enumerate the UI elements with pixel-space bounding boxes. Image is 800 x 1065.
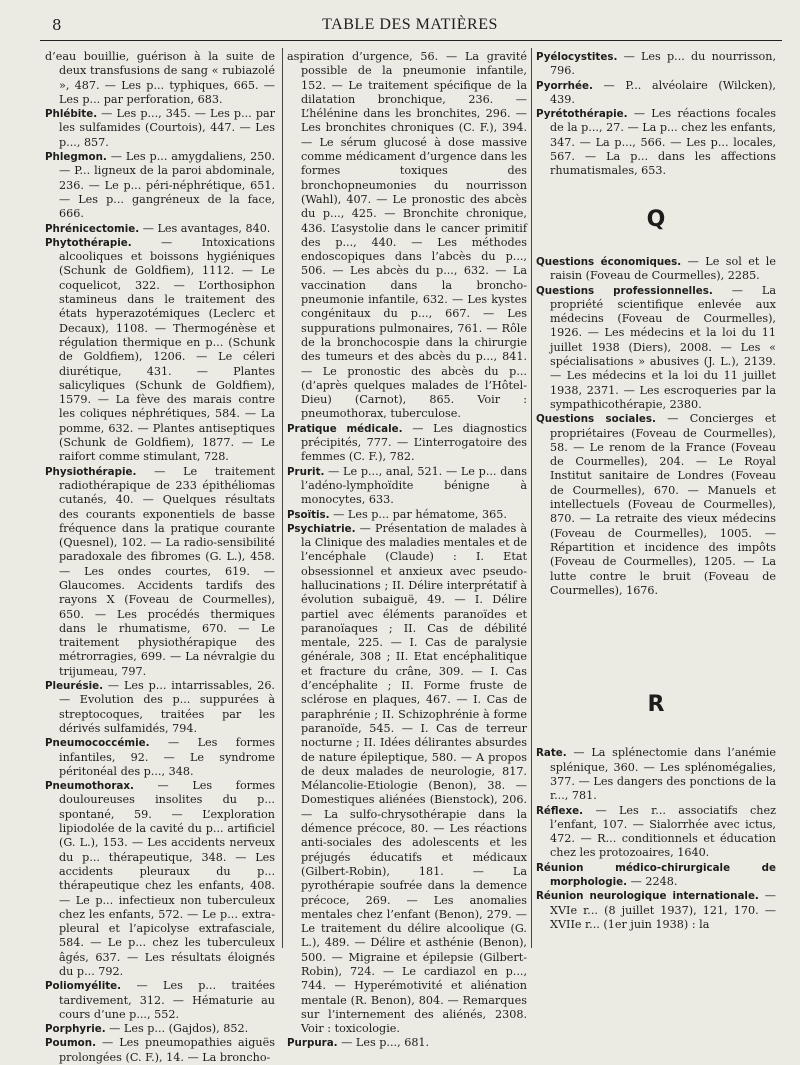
entry-term: Phrénicectomie. — [45, 222, 140, 235]
entry-text: — Les p... intarrissables, 26. — Evolution des p... suppurées à streptocoques, traitées par les dérivés sulfamidés, 794. — [59, 679, 275, 735]
entry-text: — Le p..., anal, 521. — Le p... dans l’adéno-lymphoïdite bénigne à monocytes, 633. — [301, 464, 527, 507]
index-entry — [536, 79, 776, 108]
entry-term: Physiothérapie. — [45, 465, 137, 478]
column-divider — [282, 48, 283, 948]
entry-text: — Les formes infantiles, 92. — Le syndrome péritonéal des p..., 348. — [59, 736, 275, 778]
entry-term: Pyorrhée. — [536, 79, 593, 92]
entry-text: aspiration d’urgence, 56. — La gravité possible de la pneumonie infantile, 152. — Le traitement spécifique de la dilatation bronchique, 236. — L’hélénine dans les bronchites, 296. — Les bronchites chroniques (C. F.), 394. — Le sérum glucosé à dose massive comme médicament d’urgence dans les formes toxiques des bronchopneumonies du nourrisson (Wahl), 407. — Le pronostic des abcès du p..., 425. — Bronchite chronique, 436. L’asystolie dans le cancer primitif des p..., 440. — Les méthodes endoscopiques dans l’abcès du p..., 506. — Les abcès du p..., 632. — La vaccination dans la broncho-pneumonie infantile, 632. — Les kystes congénitaux du p..., 667. — Les suppurations pulmonaires, 761. — Rôle de la bronchocospie dans la chirurgie des tumeurs et des abcès du p..., 841. — Le pronostic des abcès du p... (d’après quelques malades de l’Hôtel-Dieu) (Carnot), 865. Voir : pneumothorax, tuberculose. — [287, 50, 527, 421]
index-entry — [45, 679, 275, 736]
entry-term: Questions économiques. — [536, 255, 682, 268]
entry-term: Réflexe. — [536, 804, 584, 817]
index-entry — [45, 50, 275, 107]
entry-term: Poliomyélite. — [45, 980, 122, 993]
index-column-2 — [287, 50, 527, 1051]
index-entry — [536, 861, 776, 890]
entry-text: — Les p..., 345. — Les p... par les sulfamides (Courtois), 447. — Les p..., 857. — [59, 107, 275, 149]
header-rule — [40, 40, 782, 41]
index-entry — [45, 107, 275, 150]
index-entry — [45, 779, 275, 979]
index-entry — [536, 284, 776, 413]
index-entry — [45, 150, 275, 221]
entry-term: Questions professionnelles. — [536, 284, 713, 297]
entry-term: Rate. — [536, 747, 567, 760]
index-entry — [287, 422, 527, 465]
entry-term: Psoïtis. — [287, 508, 330, 521]
entry-term: Purpura. — [287, 1037, 338, 1050]
entry-text: — Les p... amygdaliens, 250. — P... ligneux de la paroi abdominale, 236. — Le p... péri-néphrétique, 651. — Les p... gangréneux de la face, 666. — [59, 150, 275, 221]
page-number: 8 — [52, 16, 62, 34]
entry-term: Pyrétothérapie. — [536, 108, 628, 121]
entry-term: Réunion neurologique internationale. — [536, 890, 759, 903]
entry-text: d’eau bouillie, guérison à la suite de deux transfusions de sang « rubiazolé », 487. — Les p... typhiques, 665. — Les p... par perforation, 683. — [45, 50, 275, 106]
entry-text: — P... alvéolaire (Wilcken), 439. — [550, 78, 776, 106]
entry-text: — Les r... associatifs chez l’enfant, 107. — Sialorrhée avec ictus, 472. — R... conditionnels et éducation chez les protozoaires, 1640. — [550, 803, 776, 860]
entry-text: — Les p... (Gajdos), 852. — [105, 1022, 249, 1036]
entry-text: — Les p..., 681. — [337, 1036, 430, 1050]
entry-term: Porphyrie. — [45, 1023, 106, 1036]
entry-term: Pneumothorax. — [45, 780, 134, 793]
entry-term: Phlegmon. — [45, 151, 107, 164]
entry-term: Pleurésie. — [45, 680, 104, 693]
entry-text: — Les avantages, 840. — [139, 221, 271, 235]
index-entry — [287, 508, 527, 522]
entry-text: — Les p... traitées tardivement, 312. — Hématurie au cours d’une p..., 552. — [59, 979, 275, 1021]
index-entry — [45, 736, 275, 779]
index-entry — [45, 465, 275, 679]
index-entry — [45, 979, 275, 1022]
index-entry — [287, 50, 527, 422]
entry-text: — Le sol et le raisin (Foveau de Courmelles), 2285. — [550, 254, 776, 283]
entry-term: Phytothérapie. — [45, 236, 132, 249]
index-entry — [287, 1036, 527, 1050]
page-title: TABLE DES MATIÈRES — [322, 16, 498, 33]
index-entry — [45, 222, 275, 236]
entry-text: — Intoxications alcooliques et boissons hygiéniques (Schunk de Goldfiem), 1112. — Le coquelicot, 322. — L’orthosiphon stamineus dans le traitement des états hyperazotémiques (Leclerc et Decaux), 1108. — Thermogénèse et régulation thermique en p... (Schunk de Goldfiem), 1206. — Le céleri diurétique, 431. — Plantes salicyliques (Schunk de Goldfiem), 1579. — La fève des marais contre les coliques néphrétiques, 584. — La pomme, 632. — Plantes antiseptiques (Schunk de Goldfiem), 1877. — Le raifort comme stimulant, 728. — [59, 235, 275, 464]
entry-text: — La propriété scientifique enlevée aux médecins (Foveau de Courmelles), 1926. — Les médecins et la loi du 11 juillet 1938 (Diers), 2008. — Les « spécialisations » abusives (J. L.), 2139. — Les médecins et la loi du 11 juillet 1938, 2371. — Les escroqueries par la sympathicothérapie, 2380. — [550, 283, 776, 411]
entry-term: Pneumococcémie. — [45, 737, 150, 750]
section-letter-r: R — [647, 692, 665, 718]
index-entry — [536, 255, 776, 284]
entry-text: — Les p... par hématome, 365. — [329, 507, 507, 521]
column-divider — [531, 48, 532, 948]
entry-term: Poumon. — [45, 1037, 96, 1050]
entry-term: Réunion médico-chirurgicale de morphologie. — [536, 861, 776, 889]
index-entry — [45, 236, 275, 465]
index-entry — [536, 746, 776, 803]
entry-text: — Les p... du nourrisson, 796. — [550, 50, 776, 78]
index-entry — [45, 1022, 275, 1036]
index-entry — [536, 412, 776, 598]
index-column-3 — [536, 50, 776, 932]
entry-text: — XVIe r... (8 juillet 1937), 121, 170. — XVIIe r... (1er juin 1938) : la — [550, 889, 776, 931]
entry-term: Psychiatrie. — [287, 522, 356, 535]
index-entry — [45, 1036, 275, 1065]
index-entry — [536, 804, 776, 861]
entry-term: Pratique médicale. — [287, 422, 403, 435]
index-entry — [536, 50, 776, 79]
entry-text: — La splénectomie dans l’anémie splénique, 360. — Les splénomégalies, 377. — Les dangers des ponctions de la r..., 781. — [550, 746, 776, 803]
page-header — [40, 14, 780, 38]
entry-term: Phlébite. — [45, 108, 98, 121]
index-entry — [536, 889, 776, 932]
entry-text: — Présentation de malades à la Clinique des maladies mentales et de l’encéphale (Claude) : I. Etat obsessionnel et anxieux avec pseudo-hallucinations ; II. Délire interprétatif à évolution subaiguë, 49. — I. Délire partiel avec éléments paranoïdes et paranoïaques ; II. Cas de débilité mentale, 225. — I. Cas de paralysie générale, 308 ; II. Etat encéphalitique et fracture du crâne, 309. — I. Cas d’encéphalite ; II. Forme fruste de sclérose en plaques, 467. — I. Cas de paraphrénie ; II. Schizophrénie à forme paranoïde, 545. — I. Cas de terreur nocturne ; II. Idées délirantes absurdes de nature épileptique, 580. — A propos de deux malades de neurologie, 817. Mélancolie-Etiologie (Benon), 38. — Domestiques aliénées (Bienstock), 206. — La sulfo-chrysothérapie dans la démence précoce, 80. — Les réactions anti-sociales des adolescents et les préjugés éducatifs et médicaux (Gilbert-Robin), 181. — La pyrothérapie soufrée dans la demence précoce, 269. — Les anomalies mentales chez l’enfant (Benon), 279. — Le traitement du délire alcoolique (G. L.), 489. — Délire et asthénie (Benon), 500. — Migraine et épilepsie (Gilbert-Robin), 724. — Le cardiazol en p..., 744. — Hyperémotivité et aliénation mentale (R. Benon), 804. — Remarques sur l’internement des aliénés, 2308. Voir : toxicologie. — [301, 521, 527, 1036]
entry-text: — Le traitement radiothérapique de 233 épithéliomas cutanés, 40. — Quelques résultats des courants exponentiels de basse fréquence dans la pratique courante (Quesnel), 102. — La radio-sensibilité paradoxale des fibromes (G. L.), 458. — Les ondes courtes, 619. — Glaucomes. Accidents tardifs des rayons X (Foveau de Courmelles), 650. — Les procédés thermiques dans le rhumatisme, 670. — Le traitement physiothérapique des métrorragies, 699. — La névralgie du trijumeau, 797. — [59, 464, 275, 678]
entry-term: Questions sociales. — [536, 413, 656, 426]
entry-text: — 2248. — [627, 875, 678, 889]
entry-term: Prurit. — [287, 465, 325, 478]
entry-text: — Les pneumopathies aiguës prolongées (C. F.), 14. — La broncho- — [59, 1036, 275, 1064]
index-entry — [287, 522, 527, 1037]
index-column-1 — [45, 50, 275, 1065]
entry-text: — Les formes douloureuses insolites du p... spontané, 59. — L’exploration lipiodolée de la cavité du p... artificiel (G. L.), 153. — Les accidents nerveux du p... thérapeutique, 348. — Les accidents pleuraux du p... thérapeutique chez les enfants, 408. — Le p... infectieux non tuberculeux chez les enfants, 572. — Le p... extra-pleural et l’apicolyse extrafasciale, 584. — Le p... chez les tuberculeux âgés, 637. — Les résultats éloignés du p... 792. — [59, 779, 275, 978]
entry-text: — Les diagnostics précipités, 777. — L’interrogatoire des femmes (C. F.), 782. — [301, 421, 527, 464]
section-letter-q: Q — [646, 206, 666, 232]
index-entry — [287, 465, 527, 508]
entry-text: — Concierges et propriétaires (Foveau de Courmelles), 58. — Le renom de la France (Foveau de Courmelles), 204. — Le Royal Institut sanitaire de Londres (Foveau de Courmelles), 670. — Manuels et intellectuels (Foveau de Courmelles), 870. — La retraite des vieux médecins (Foveau de Courmelles), 1005. — Répartition et incidence des impôts (Foveau de Courmelles), 1205. — La lutte contre le bruit (Foveau de Courmelles), 1676. — [550, 412, 776, 597]
index-entry — [536, 107, 776, 178]
entry-text: — Les réactions focales de la p..., 27. — La p... chez les enfants, 347. — La p..., 566. — Les p... locales, 567. — La p... dans les affections rhumatismales, 653. — [550, 107, 776, 178]
entry-term: Pyélocystites. — [536, 51, 618, 63]
